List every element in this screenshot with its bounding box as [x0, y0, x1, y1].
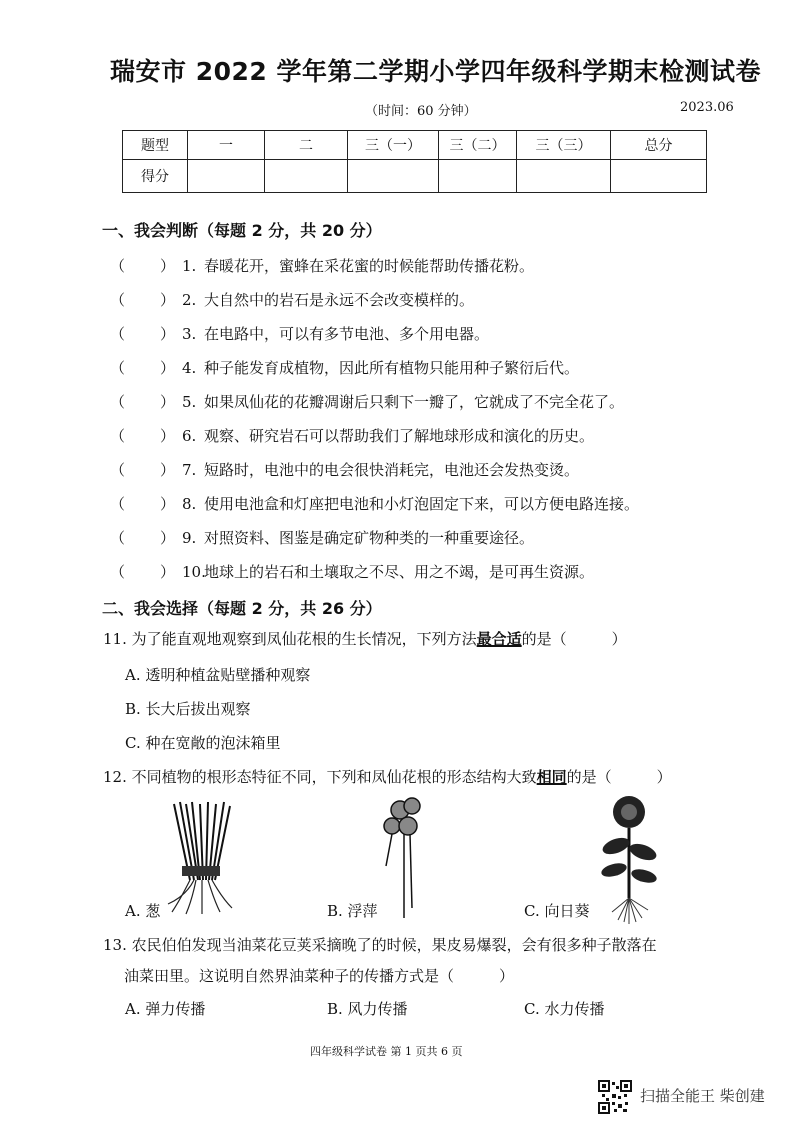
- score-input-1[interactable]: [188, 160, 265, 193]
- score-table-score-row: [123, 160, 707, 193]
- judge-item: （ ） 5. 如果凤仙花的花瓣凋谢后只剩下一瓣了，它就成了不完全花了。: [110, 393, 625, 411]
- answer-blank[interactable]: （: [110, 291, 126, 309]
- qr-code-icon: [598, 1080, 632, 1114]
- exam-title: 瑞安市 2022 学年第二学期小学四年级科学期末检测试卷: [110, 57, 761, 86]
- score-cell-3-2: 三（二）: [439, 131, 517, 160]
- question-11: 11. 为了能直观地观察到凤仙花根的生长情况，下列方法最合适的是（ ）: [103, 630, 627, 648]
- judge-item: （ ） 8. 使用电池盒和灯座把电池和小灯泡固定下来，可以方便电路连接。: [110, 495, 640, 513]
- score-cell-total: 总分: [611, 131, 707, 160]
- judge-item: （ ） 2. 大自然中的岩石是永远不会改变模样的。: [110, 291, 475, 309]
- section2-heading: 二、我会选择（每题 2 分，共 26 分）: [102, 599, 382, 618]
- judge-item: （ ） 10.地球上的岩石和土壤取之不尽、用之不竭，是可再生资源。: [110, 563, 595, 581]
- sunflower-illustration: [598, 794, 660, 926]
- question-13-line1: 13. 农民伯伯发现当油菜花豆荚采摘晚了的时候，果皮易爆裂，会有很多种子散落在: [103, 936, 657, 954]
- judge-item: （ ） 1. 春暖花开，蜜蜂在采花蜜的时候能帮助传播花粉。: [110, 257, 535, 275]
- q13-option-b: B. 风力传播: [327, 1000, 408, 1018]
- score-cell-2: 二: [265, 131, 348, 160]
- page-footer: 四年级科学试卷 第 1 页共 6 页: [310, 1045, 463, 1058]
- judge-item: （ ） 6. 观察、研究岩石可以帮助我们了解地球形成和演化的历史。: [110, 427, 595, 445]
- q11-option-a: A. 透明种植盆贴壁播种观察: [125, 666, 311, 684]
- score-cell-3-1: 三（一）: [348, 131, 439, 160]
- score-input-total[interactable]: [611, 160, 707, 193]
- score-input-3-1[interactable]: [348, 160, 439, 193]
- score-table: [122, 130, 707, 193]
- score-input-3-3[interactable]: [517, 160, 611, 193]
- score-cell-score-label: 得分: [123, 160, 188, 193]
- score-table-header-row: [123, 131, 707, 160]
- question-13-line2: 油菜田里。这说明自然界油菜种子的传播方式是（ ）: [124, 967, 515, 985]
- answer-blank[interactable]: （: [110, 495, 126, 513]
- question-12: 12. 不同植物的根形态特征不同，下列和凤仙花根的形态结构大致相同的是（ ）: [103, 768, 672, 786]
- section1-heading: 一、我会判断（每题 2 分，共 20 分）: [102, 221, 382, 240]
- judge-item: （ ） 4. 种子能发育成植物，因此所有植物只能用种子繁衍后代。: [110, 359, 580, 377]
- q11-option-c: C. 种在宽敞的泡沫箱里: [125, 734, 281, 752]
- score-input-3-2[interactable]: [439, 160, 517, 193]
- judge-item: （ ） 7. 短路时，电池中的电会很快消耗完，电池还会发热变烫。: [110, 461, 580, 479]
- scallion-illustration: [160, 800, 240, 918]
- answer-blank[interactable]: （: [110, 529, 126, 547]
- duckweed-illustration: [378, 796, 433, 926]
- judge-item: （ ） 9. 对照资料、图鉴是确定矿物种类的一种重要途径。: [110, 529, 535, 547]
- score-cell-1: 一: [188, 131, 265, 160]
- q13-option-c: C. 水力传播: [524, 1000, 605, 1018]
- q12-option-b: B. 浮萍: [327, 902, 378, 920]
- score-cell-type-label: 题型: [123, 131, 188, 160]
- answer-blank[interactable]: （: [110, 393, 126, 411]
- answer-blank[interactable]: （: [110, 257, 126, 275]
- score-input-2[interactable]: [265, 160, 348, 193]
- scanner-watermark: 扫描全能王 柴创建: [640, 1087, 765, 1105]
- q13-option-a: A. 弹力传播: [125, 1000, 206, 1018]
- answer-blank[interactable]: （: [110, 359, 126, 377]
- q11-option-b: B. 长大后拔出观察: [125, 700, 251, 718]
- exam-date: 2023.06: [680, 100, 734, 115]
- answer-blank[interactable]: （: [110, 325, 126, 343]
- exam-time: （时间：60 分钟）: [365, 104, 477, 119]
- q12-option-c: C. 向日葵: [524, 902, 590, 920]
- judge-item: （ ） 3. 在电路中，可以有多节电池、多个用电器。: [110, 325, 490, 343]
- q12-option-a: A. 葱: [125, 902, 161, 920]
- answer-blank[interactable]: （: [110, 427, 126, 445]
- answer-blank[interactable]: （: [110, 461, 126, 479]
- score-cell-3-3: 三（三）: [517, 131, 611, 160]
- answer-blank[interactable]: （: [110, 563, 126, 581]
